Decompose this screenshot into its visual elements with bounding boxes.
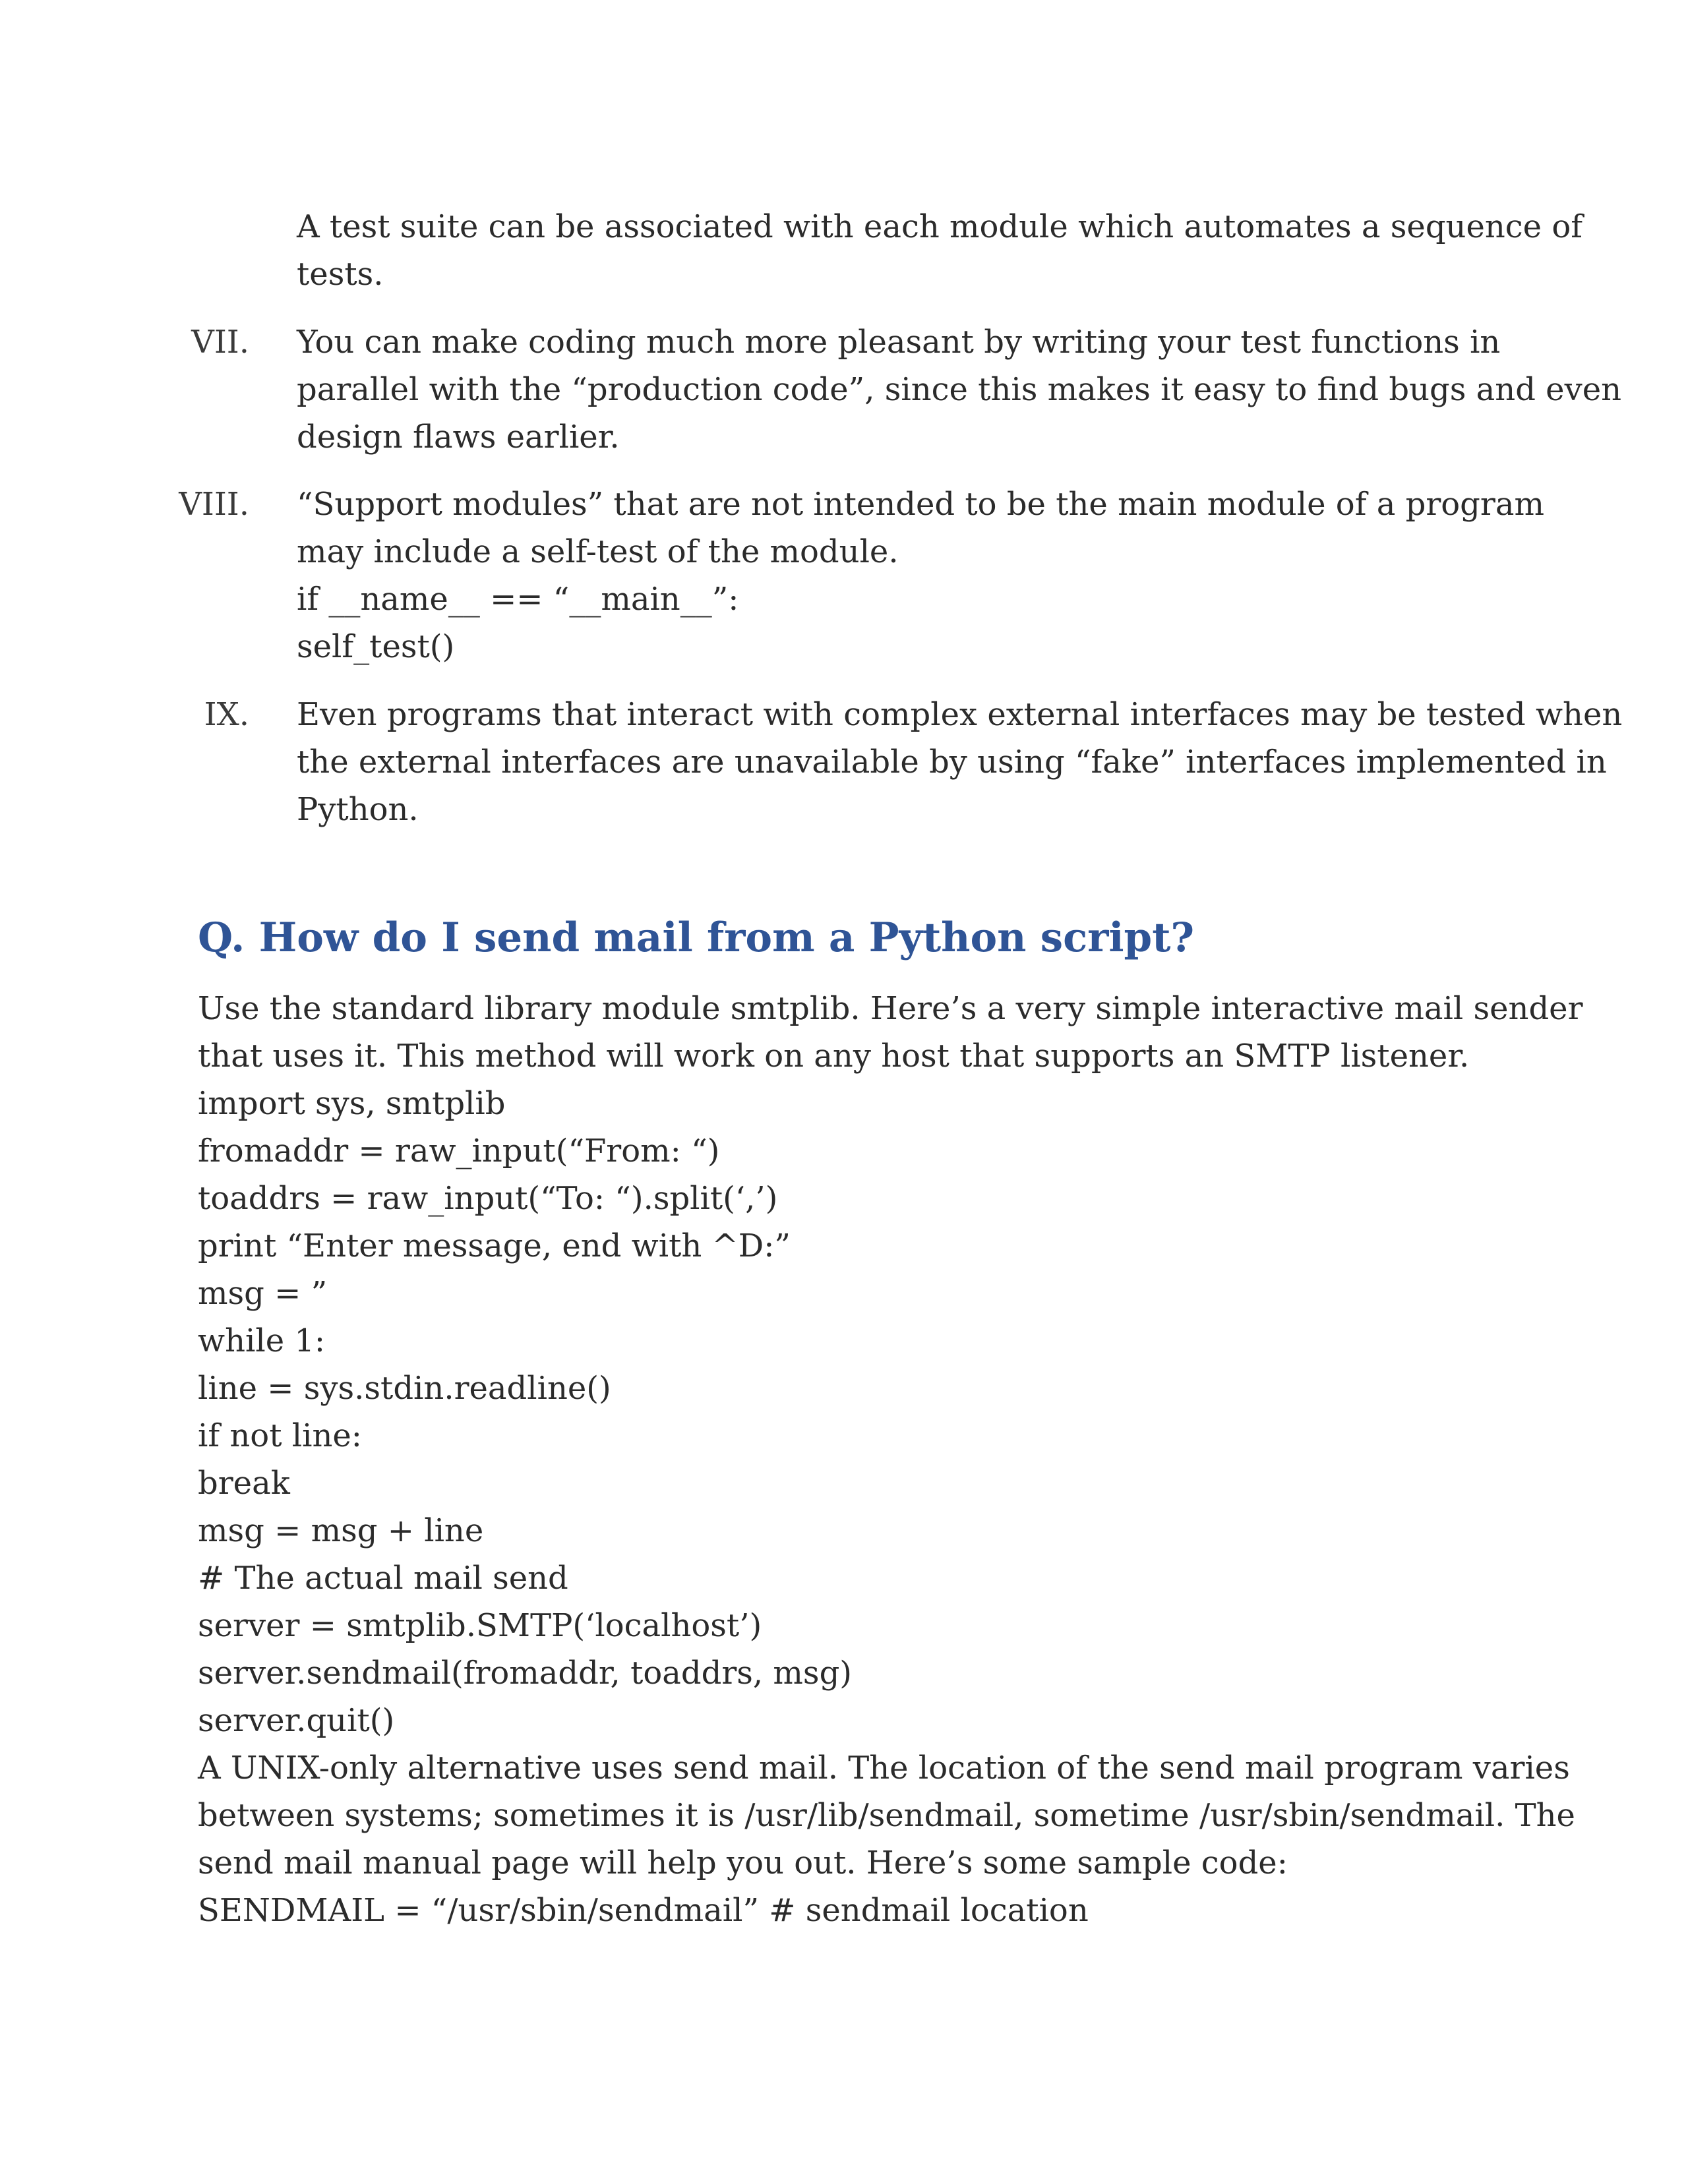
text-line: send mail manual page will help you out. Here’s some sample code: (198, 1845, 1288, 1881)
code-line: msg = msg + line (198, 1512, 484, 1549)
code-line: import sys, smtplib (198, 1085, 506, 1122)
code-line: self_test() (297, 628, 455, 665)
code-line: toaddrs = raw_input(“To: “).split(‘,’) (198, 1180, 778, 1217)
text-line: the external interfaces are unavailable by using “fake” interfaces implemented in (297, 744, 1607, 781)
text-line: Even programs that interact with complex external interfaces may be tested when (297, 696, 1623, 733)
code-line: if not line: (198, 1417, 362, 1454)
text-line: between systems; sometimes it is /usr/lib/sendmail, sometime /usr/sbin/sendmail. The (198, 1797, 1575, 1834)
list-numeral: VIII. (179, 486, 249, 523)
list-item-text (297, 318, 1622, 461)
text-line: A test suite can be associated with each module which automates a sequence of (297, 208, 1582, 245)
code-line: line = sys.stdin.readline() (198, 1370, 611, 1407)
text-line: design flaws earlier. (297, 419, 620, 456)
text-line: may include a self-test of the module. (297, 533, 899, 570)
code-line: msg = ” (198, 1275, 328, 1312)
text-line: tests. (297, 256, 384, 293)
list-item-text (297, 481, 1544, 670)
code-line: if __name__ == “__main__”: (297, 581, 739, 618)
text-line: A UNIX-only alternative uses send mail. The location of the send mail program varies (198, 1750, 1570, 1786)
code-line: while 1: (198, 1322, 326, 1359)
code-line: fromaddr = raw_input(“From: “) (198, 1133, 720, 1169)
code-line: server = smtplib.SMTP(‘localhost’) (198, 1607, 762, 1644)
code-line: print “Enter message, end with ^D:” (198, 1227, 791, 1264)
list-numeral: VII. (191, 324, 249, 361)
text-line: You can make coding much more pleasant by writing your test functions in (297, 324, 1501, 361)
section-body (198, 985, 1583, 1934)
code-line: # The actual mail send (198, 1560, 568, 1597)
code-line: server.quit() (198, 1702, 395, 1739)
text-line: Use the standard library module smtplib. Here’s a very simple interactive mail sender (198, 990, 1583, 1027)
section-heading: Q. How do I send mail from a Python script? (198, 914, 1195, 961)
code-line: server.sendmail(fromaddr, toaddrs, msg) (198, 1655, 853, 1692)
text-line: that uses it. This method will work on any host that supports an SMTP listener. (198, 1038, 1470, 1075)
text-line: parallel with the “production code”, since this makes it easy to find bugs and even (297, 371, 1622, 408)
list-item-text (297, 203, 1582, 298)
code-line: SENDMAIL = “/usr/sbin/sendmail” # sendmail location (198, 1892, 1089, 1929)
text-line: Python. (297, 791, 419, 828)
code-line: break (198, 1465, 290, 1502)
list-numeral: IX. (204, 696, 249, 733)
list-item-text (297, 691, 1623, 833)
text-line: “Support modules” that are not intended to be the main module of a program (297, 486, 1544, 523)
